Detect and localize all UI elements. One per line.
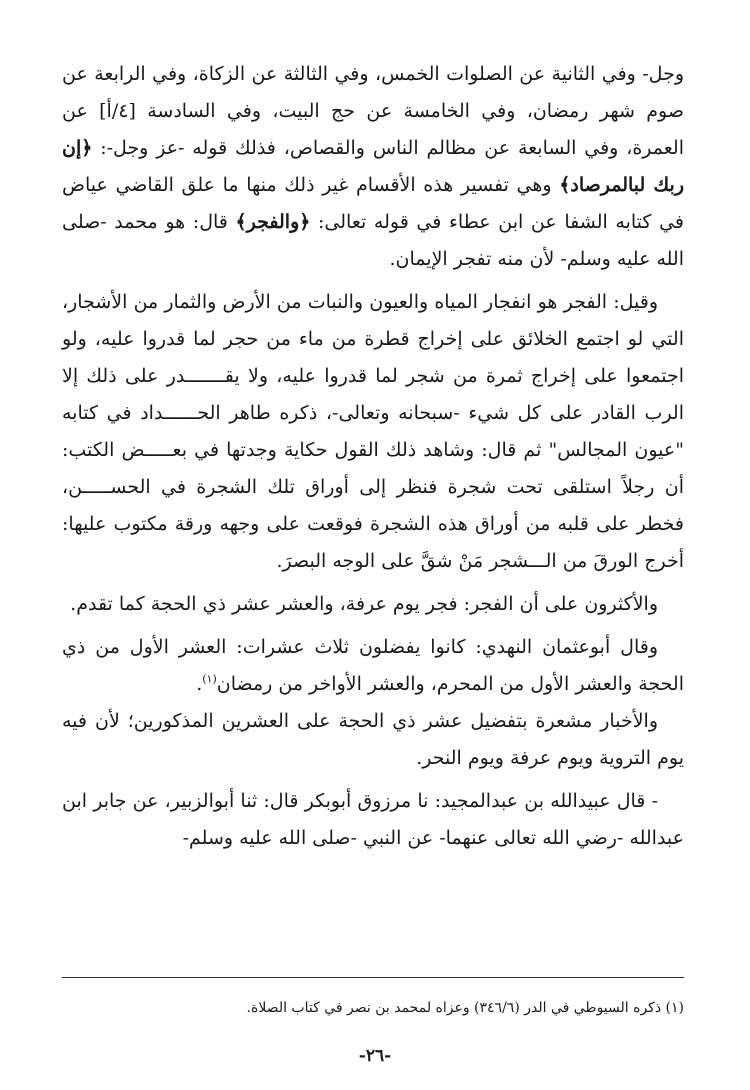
text-run: - قال عبيدالله بن عبدالمجيد: نا مرزوق أبوبكر قال: ثنا أبوالزبير، عن جابر ابن عبدالله -رضي الله تعالى عنهما- عن النبي -صلى الله عليه وسلم- xyxy=(62,790,684,849)
paragraph-3 xyxy=(62,586,684,623)
text-run: وقيل: الفجر هو انفجار المياه والعيون والنبات من الأرض والثمار من الأشجار، التي لو اجتمع الخلائق على إخراج قطرة من ماء من حجر لما قدروا عليه، ولو اجتمعوا على إخراج ثمرة من شجر لما قدروا عليه، ولا يقـــــــدر على ذلك إلا الرب القادر على كل شيء -سبحانه وتعالى-، ذكره طاهر الحــــــداد في كتابه "عيون المجالس" ثم قال: وشاهد ذلك القول حكاية وجدتها في بعـــــض الكتب: أن رجلاً استلقى تحت شجرة فنظر إلى أوراق تلك الشجرة في الحســـــن، فخطر على قلبه من أوراق هذه الشجرة فوقعت على وجهه ورقة مكتوب عليها: أخرج الورقَ من الـــشجر مَنْ شقَّ على الوجه البصرَ. xyxy=(62,291,684,572)
paragraph-5 xyxy=(62,703,684,777)
text-run: والأكثرون على أن الفجر: فجر يوم عرفة، والعشر عشر ذي الحجة كما تقدم. xyxy=(70,593,658,615)
footnote: (١) ذكره السيوطي في الدر (٣٤٦/٦) وعزاه لمحمد بن نصر في كتاب الصلاة. xyxy=(246,1000,684,1016)
paragraph-6 xyxy=(62,783,684,857)
text-run: قال: هو محمد -صلى الله عليه وسلم- لأن منه تفجر الإيمان. xyxy=(62,211,684,270)
text-run: والأخبار مشعرة بتفضيل عشر ذي الحجة على العشرين المذكورين؛ لأن فيه يوم التروية ويوم عرفة ويوم النحر. xyxy=(62,710,684,769)
paragraph-4 xyxy=(62,629,684,703)
paragraph-2 xyxy=(62,284,684,580)
text-run: وقال أبوعثمان النهدي: كانوا يفضلون ثلاث عشرات: العشر الأول من ذي الحجة والعشر الأول من المحرم، والعشر الأواخر من رمضان xyxy=(62,636,684,695)
main-text xyxy=(62,56,684,857)
paragraph-1 xyxy=(62,56,684,278)
footnote-divider xyxy=(62,977,684,978)
footnote-marker: (١) xyxy=(202,672,217,686)
quran-quote: ﴿والفجر﴾ xyxy=(235,211,311,233)
quran-quote: ﴿إن ربك لبالمرصاد﴾ xyxy=(62,137,684,196)
text-run: . xyxy=(196,673,203,695)
text-run: وجل- وفي الثانية عن الصلوات الخمس، وفي الثالثة عن الزكاة، وفي الرابعة عن صوم شهر رمضان، وفي الخامسة عن حج البيت، وفي السادسة [٤/أ] عن العمرة، وفي السابعة عن مظالم الناس والقصاص، فذلك قوله -عز وجل-: xyxy=(62,63,684,159)
page-number: -٢٦- xyxy=(358,1046,392,1066)
text-run: وهي تفسير هذه الأقسام غير ذلك منها ما علق القاضي عياض في كتابه الشفا عن ابن عطاء في قوله تعالى: xyxy=(62,174,684,233)
